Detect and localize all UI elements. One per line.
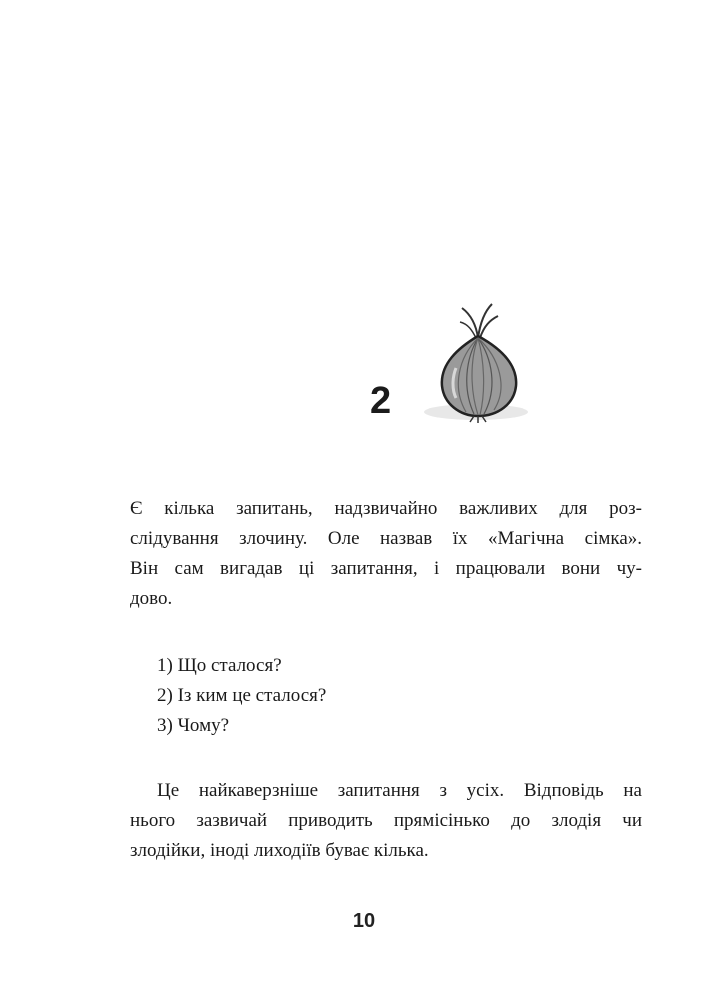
list-item: 3) Чому? bbox=[157, 715, 230, 736]
questions-list bbox=[157, 651, 669, 741]
chapter-number: 2 bbox=[370, 380, 392, 422]
paragraph-1-line: Він сам вигадав ці запитання, і працювали вони чу- bbox=[130, 558, 642, 579]
paragraph-2 bbox=[130, 776, 642, 866]
onion-illustration bbox=[418, 298, 530, 430]
page-number: 10 bbox=[352, 910, 376, 932]
paragraph-2-line: злодійки, іноді лиходіїв буває кілька. bbox=[130, 840, 429, 861]
paragraph-1-line: Є кілька запитань, надзвичайно важливих для роз- bbox=[130, 498, 642, 519]
paragraph-1-line: дово. bbox=[130, 588, 173, 609]
list-item: 1) Що сталося? bbox=[157, 655, 282, 676]
paragraph-2-line: Це найкаверзніше запитання з усіх. Відповідь на bbox=[157, 780, 642, 801]
paragraph-1 bbox=[130, 494, 642, 614]
paragraph-1-line: слідування злочину. Оле назвав їх «Магічна сімка». bbox=[130, 528, 642, 549]
paragraph-2-line: нього зазвичай приводить прямісінько до злодія чи bbox=[130, 810, 642, 831]
list-item: 2) Із ким це сталося? bbox=[157, 685, 327, 706]
